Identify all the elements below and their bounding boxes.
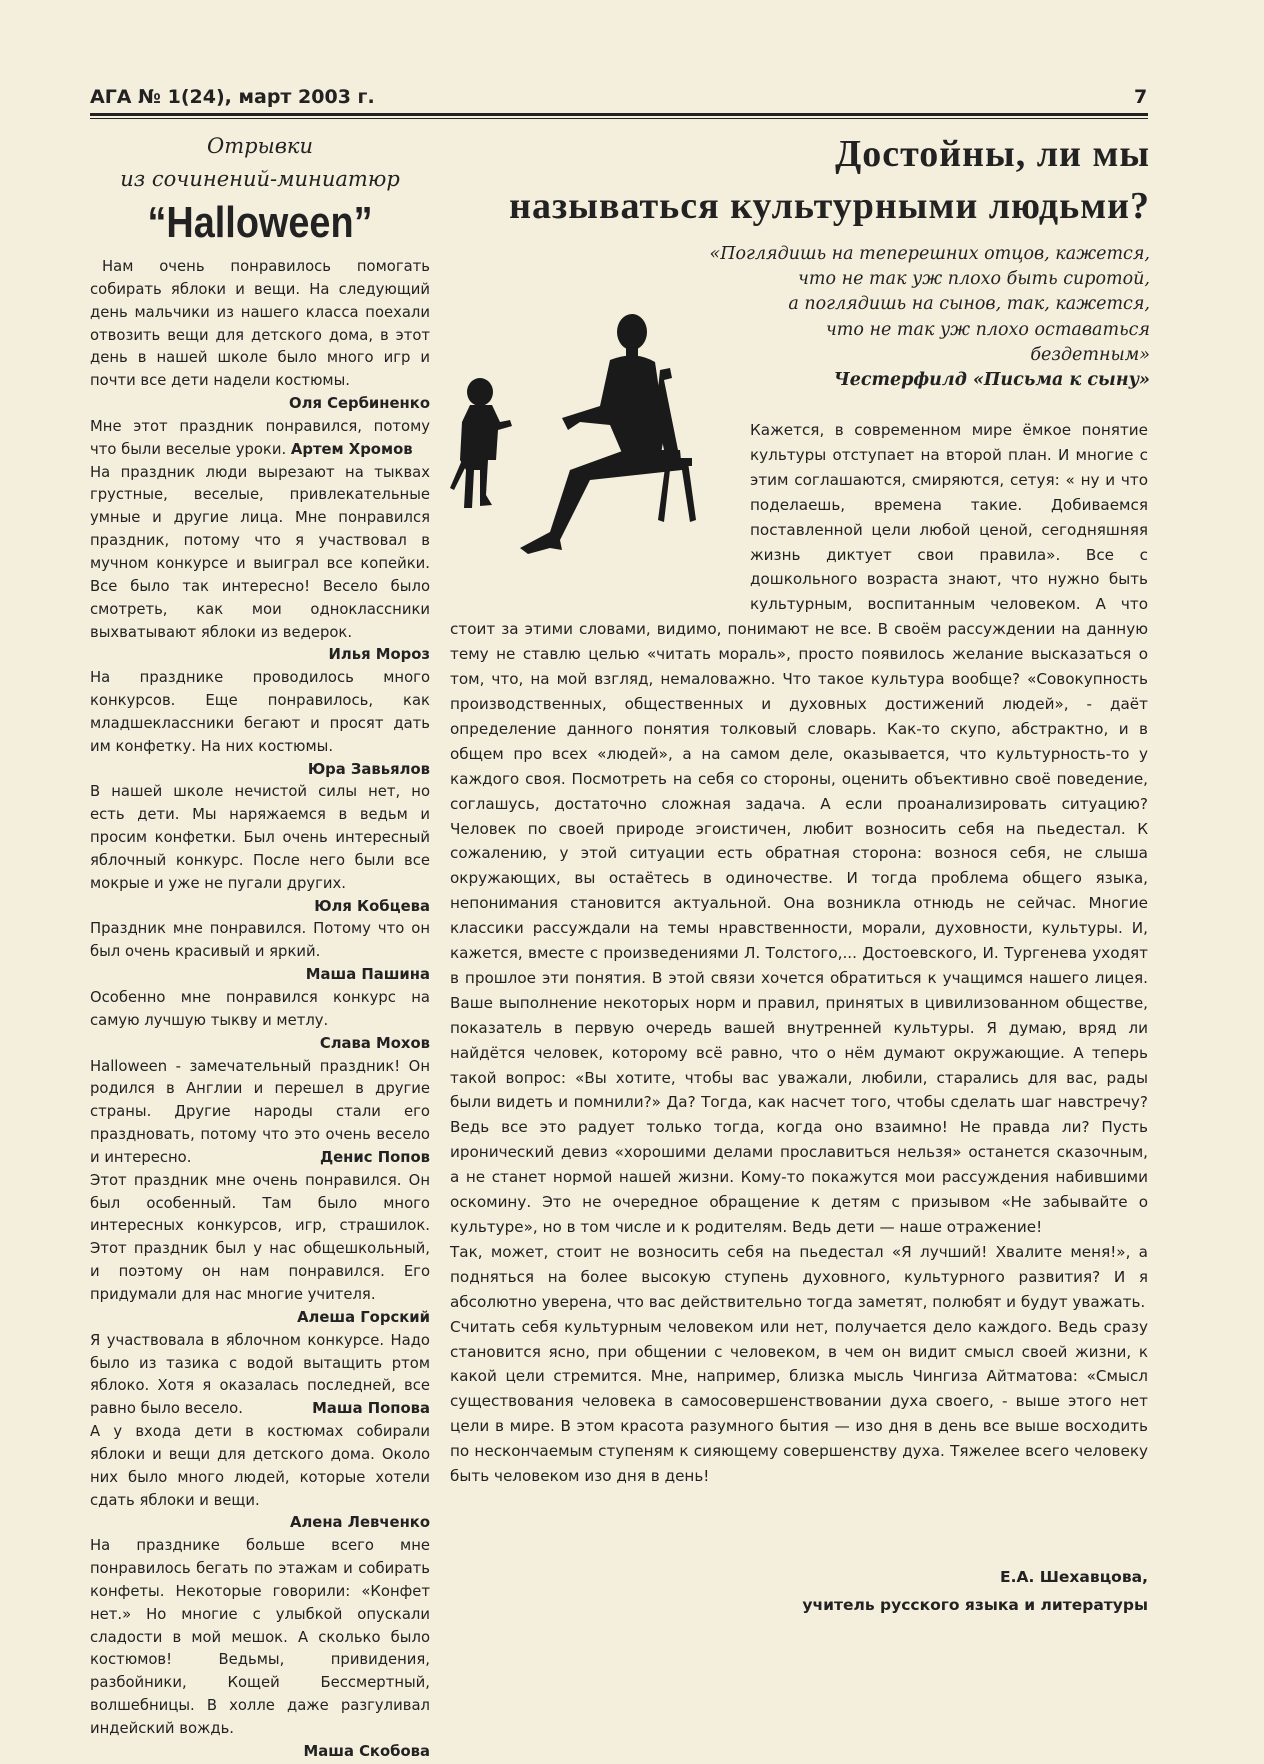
halloween-title: “Halloween”: [147, 198, 373, 247]
epigraph-line: «Поглядишь на теперешних отцов, кажется,: [709, 244, 1150, 264]
essay-text: Я участвовала в яблочном конкурсе. Надо было из тазика с водой вытащить ртом яблоко. Хотя я оказалась последней, все равно было весело.: [90, 1331, 430, 1418]
essay-author: Оля Сербиненко: [289, 395, 430, 413]
essay-author: Маша Скобова: [303, 1742, 430, 1760]
kicker-line1: Отрывки: [207, 134, 313, 158]
essay-author: Денис Попов: [319, 1148, 430, 1166]
article-paragraph: Кажется, в современном мире ёмкое понятие культуры отступает на второй план. И многие с этим соглашаются, смиряются, сетуя: « ну и что поделаешь, времена такие. Добиваемся поставленной цели любой ценой, сегодняшняя жизнь диктует свои правила». Все с дошкольного возраста знают, что нужно быть культурным, воспитанным человеком. А что стоит за этими словами, видимо, понимают не все. В своём рассуждении на данную тему не ставлю целью «читать мораль», просто появилось желание высказаться о том, что, на мой взгляд, немаловажно. Что такое культура вообще? «Совокупность производственных, общественных и духовных достижений людей», - даёт определение данного понятия толковый словарь. Как-то скупо, абстрактно, и в общем про всех «людей», а на самом деле, оказывается, что культурность-то у каждого своя. Посмотреть на себя со стороны, оценить объективно своё поведение, соглашусь, достаточно сложная задача. А если проанализировать ситуацию? Человек по своей природе эгоистичен, любит возносить себя на пьедестал. К сожалению, у этой ситуации есть обратная сторона: вознося себя, не слыша окружающих, вы остаётесь в одиночестве. И тогда проблема общего языка, непонимания становится актуальной. Она возникла отнюдь не сейчас. Многие классики рассуждали на темы нравственности, морали, духовности, культуры. И, кажется, вместе с произведениями Л. Толстого,... Достоевского, И. Тургенева уходят в прошлое эти понятия. В этой связи хочется обратиться к учащимся нашего лицея. Ваше выполнение некоторых норм и правил, принятых в цивилизованном обществе, показатель в первую очередь вашей внутренней культуры. Я думаю, вряд ли найдётся человек, которому всё равно, что о нём думают окружающие. А теперь такой вопрос: «Вы хотите, чтобы вас уважали, любили, старались для вас, рады были видеть и помнили?» Да? Тогда, как насчет того, чтобы сделать шаг навстречу? Ведь все это радует только тогда, когда оно взаимно! Не правда ли? Пусть иронический девиз «хорошими делами прославиться нельзя» останется сказочным, а не станет нормой нашей жизни. Кому-то покажутся мои рассуждения набившими оскомину. Это не очередное обращение к детям с призывом «Не забывайте о культуре», но в том числе и к родителям. Ведь дети — наше отражение!: [450, 421, 1148, 1236]
epigraph-line: а поглядишь на сынов, так, кажется,: [788, 294, 1150, 315]
illustration-spacer: [450, 418, 750, 600]
essay: [90, 1421, 430, 1535]
essay: [90, 1330, 430, 1421]
essay: [90, 781, 430, 918]
epigraph-source: Честерфилд «Письма к сыну»: [833, 370, 1150, 391]
issue-header: АГА № 1(24), март 2003 г.: [90, 86, 375, 108]
essay-author: Артем Хромов: [290, 440, 413, 458]
essay-author: Алена Левченко: [290, 1514, 430, 1532]
essay-author: Илья Мороз: [328, 646, 430, 664]
article-title: [450, 128, 1150, 232]
essay-text: Этот праздник мне очень понравился. Он был особенный. Там было много интересных конкурсов, игр, страшилок. Этот праздник был у нас общешкольный, и поэтому он нам понравился. Его придумали для нас многие учителя.: [90, 1171, 430, 1303]
essay-text: На праздник люди вырезают на тыквах грустные, веселые, привлекательные умные и другие лица. Мне понравился праздник, потому что я участвовал в мучном конкурсе и выиграл все копейки. Все было так интересно! Весело было смотреть, как мои одноклассники выхватывают яблоки из ведерок.: [90, 463, 430, 641]
essay: [90, 416, 430, 462]
essay: [90, 987, 430, 1056]
essay: [90, 667, 430, 778]
author-role: учитель русского языка и литературы: [802, 1596, 1148, 1614]
essay-text: Праздник мне понравился. Потому что он был очень красивый и яркий.: [90, 920, 430, 961]
essay-text: Особенно мне понравился конкурс на самую лучшую тыкву и метлу.: [90, 989, 430, 1029]
essay: [90, 256, 430, 416]
article-signature: [700, 1563, 1148, 1619]
essay-author: Слава Мохов: [319, 1034, 430, 1052]
essay-text: Нам очень понравилось помогать собирать яблоки и вещи. На следующий день мальчики из нашего класса поехали отвозить вещи для детского дома, в этот день в нашей школе было много игр и почти все дети надели костюмы.: [90, 258, 430, 390]
essay-author: Юля Кобцева: [314, 897, 430, 915]
article-title-line1: Достойны, ли мы: [835, 133, 1150, 175]
essay: [90, 1056, 430, 1170]
kicker-line2: из сочинений-миниатюр: [120, 167, 400, 191]
epigraph-line: что не так уж плохо быть сиротой,: [798, 269, 1150, 290]
essay-author: Маша Попова: [312, 1400, 430, 1418]
essay-text: На празднике проводилось много конкурсов. Еще понравилось, как младшеклассники бегают и просят дать им конфетку. На них костюмы.: [90, 669, 430, 755]
essay-author: Маша Пашина: [305, 966, 430, 984]
essay: [90, 918, 430, 987]
article-paragraph: Так, может, стоит не возносить себя на пьедестал «Я лучший! Хвалите меня!», а подняться на более высокую ступень духовного, культурного развития? И я абсолютно уверена, что вас действительно тогда заметят, полюбят и будут уважать.: [450, 1242, 1148, 1311]
essay-text: А у входа дети в костюмах собирали яблоки и вещи для детского дома. Около них было много людей, которые хотели сдать яблоки и вещи.: [90, 1423, 430, 1509]
epigraph-line: бездетным»: [1030, 344, 1150, 365]
essay-author: Юра Завьялов: [307, 760, 430, 778]
essay-author: Алеша Горский: [297, 1308, 430, 1326]
essay: [90, 1535, 430, 1763]
essay-text: На празднике больше всего мне понравилось бегать по этажам и собирать конфеты. Некоторые говорили: «Конфет нет.» Но многие с улыбкой опускали сладости в мой мешок. А сколько было костюмов! Ведьмы, привидения, разбойники, Кощей Бессмертный, волшебницы. В холле даже разгуливал индейский вождь.: [90, 1537, 430, 1737]
essay-list: [90, 256, 430, 1764]
essay: [90, 1170, 430, 1330]
essay-text: Halloween - замечательный праздник! Он родился в Англии и перешел в другие страны. Другие народы стали его праздновать, потому что это очень весело и интересно.: [90, 1057, 430, 1166]
halloween-column: [90, 130, 430, 1764]
article-title-line2: называться культурными людьми?: [509, 185, 1150, 227]
page-number: 7: [1134, 86, 1148, 108]
article-paragraph: Считать себя культурным человеком или нет, получается дело каждого. Ведь сразу становится ясно, при общении с человеком, в чем он видит смысл своей жизни, к какой цели стремится. Мне, например, близка мысль Чингиза Айтматова: «Смысл существования человека в самосовершенствовании духа своего, - выше этого нет цели в мире. В этом красота разумного бытия — изо дня в день все выше восходить по нескончаемым ступеням к сияющему совершенству духа. Тяжелее всего человеку быть человеком изо дня в день!: [450, 1317, 1148, 1486]
epigraph-line: что не так уж плохо оставаться: [825, 319, 1150, 340]
header-rule: [90, 113, 1148, 119]
essay: [90, 462, 430, 664]
essay-text: В нашей школе нечистой силы нет, но есть дети. Мы наряжаемся в ведьм и просим конфетки. Был очень интересный яблочный конкурс. После него были все мокрые и уже не пугали других.: [90, 783, 430, 892]
article-body: [450, 418, 1148, 1489]
essay-text: Мне этот праздник понравился, потому что были веселые уроки.: [90, 417, 430, 458]
author-name: Е.А. Шехавцова,: [1000, 1568, 1148, 1586]
